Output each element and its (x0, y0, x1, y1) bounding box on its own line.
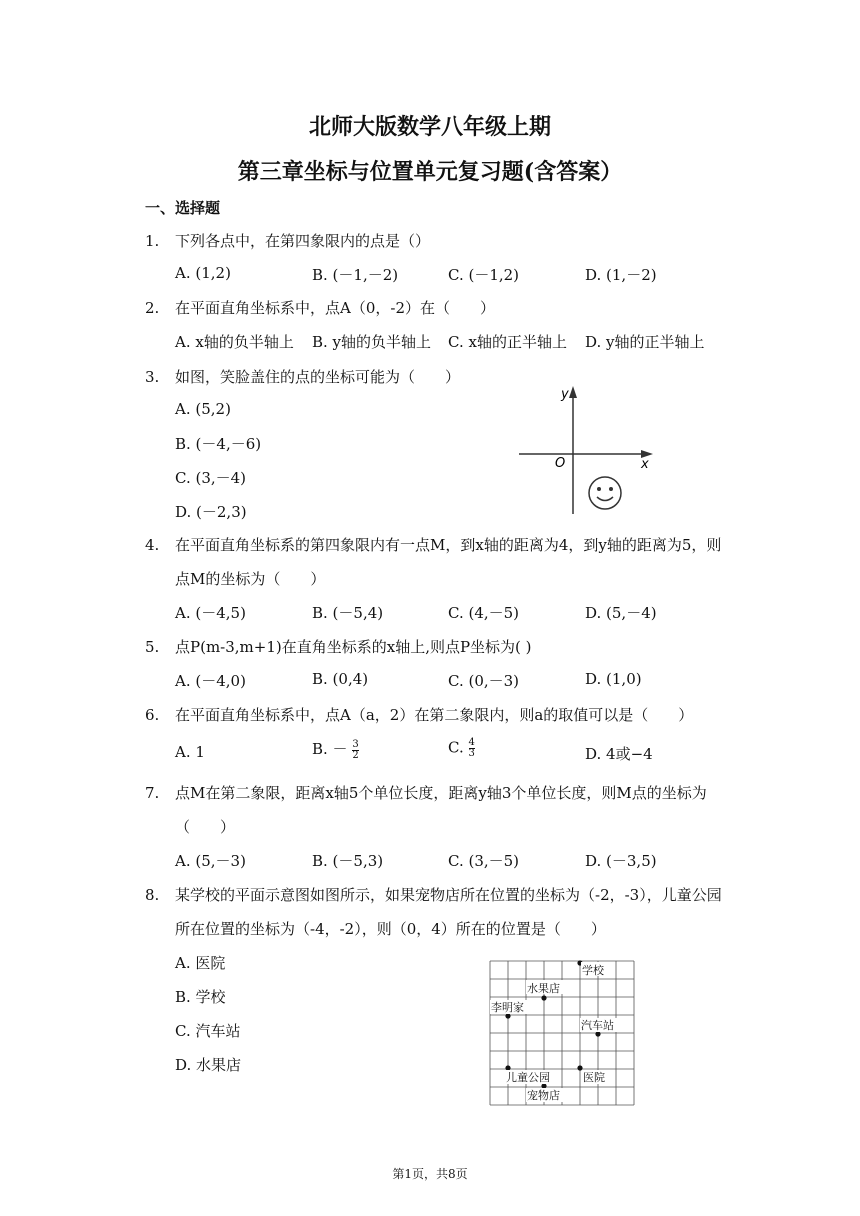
label-school: 学校 (582, 964, 604, 977)
question-number: 5. (145, 638, 160, 656)
option-c[interactable]: C. x轴的正半轴上 (448, 333, 567, 351)
x-axis-label: x (641, 457, 649, 472)
option-d[interactable]: D. 水果店 (175, 1056, 242, 1074)
option-c[interactable]: C. (4,－5) (448, 604, 520, 622)
question-number: 4. (145, 536, 160, 554)
option-a[interactable]: A. (1,2) (175, 264, 231, 282)
option-d[interactable]: D. (－2,3) (175, 503, 247, 521)
option-a[interactable]: A. (－4,5) (175, 604, 246, 622)
option-d[interactable]: D. (1,－2) (585, 266, 657, 284)
point-hospital (577, 1065, 582, 1070)
question-number: 1. (145, 232, 160, 250)
option-c[interactable]: C. (3,－5) (448, 852, 520, 870)
question-number: 7. (145, 784, 160, 802)
option-b[interactable]: B. (－5,4) (312, 604, 384, 622)
label-li-ming-home: 李明家 (491, 1001, 524, 1014)
option-b[interactable]: B. (0,4) (312, 670, 369, 688)
option-c-label: C. (448, 738, 464, 757)
smiley-icon (589, 477, 621, 509)
option-d[interactable]: D. (1,0) (585, 670, 642, 688)
option-a[interactable]: A. (－4,0) (175, 672, 246, 690)
option-c[interactable]: C. (3,－4) (175, 469, 247, 487)
option-b[interactable]: B. (－5,3) (312, 852, 384, 870)
option-d[interactable]: D. (－3,5) (585, 852, 657, 870)
question-number: 6. (145, 706, 160, 724)
origin-label: O (555, 456, 566, 471)
point-fruit-store (541, 995, 546, 1000)
option-b[interactable]: B. (－1,－2) (312, 266, 399, 284)
point-li-ming-home (505, 1013, 510, 1018)
option-b[interactable]: B. y轴的负半轴上 (312, 333, 432, 351)
doc-title: 北师大版数学八年级上期 (308, 114, 551, 140)
question-number: 3. (145, 368, 160, 386)
option-b[interactable] (312, 738, 359, 761)
option-a[interactable]: A. (5,2) (175, 400, 231, 418)
option-d[interactable]: D. y轴的正半轴上 (585, 333, 705, 351)
label-bus-station: 汽车站 (581, 1019, 614, 1032)
option-d[interactable]: D. 4或−4 (585, 745, 653, 763)
y-axis-arrow (569, 386, 577, 398)
point-pet-store (541, 1083, 546, 1088)
option-b-label: B. － (312, 740, 348, 758)
option-a[interactable]: A. x轴的负半轴上 (175, 333, 294, 351)
section-heading: 一、选择题 (145, 199, 221, 217)
axes-figure (515, 382, 665, 522)
question-text: 下列各点中，在第四象限内的点是（） (175, 232, 431, 250)
option-a[interactable]: A. (5,－3) (175, 852, 246, 870)
question-text: 某学校的平面示意图如图所示，如果宠物店所在位置的坐标为（-2，-3），儿童公园所在位置的坐标为（-4，-2），则（0，4）所在的位置是（ ） (175, 886, 722, 938)
option-b[interactable]: B. (－4,－6) (175, 435, 262, 453)
option-d[interactable]: D. (5,－4) (585, 604, 657, 622)
option-c[interactable]: C. 汽车站 (175, 1022, 241, 1040)
label-pet-store: 宠物店 (527, 1089, 560, 1102)
point-bus-station (595, 1031, 600, 1036)
doc-subtitle: 第三章坐标与位置单元复习题(含答案） (237, 159, 623, 185)
fraction-four-thirds: $\frac{4}{3}$ (468, 737, 475, 759)
label-hospital: 医院 (583, 1071, 605, 1084)
option-b[interactable]: B. 学校 (175, 988, 226, 1006)
option-c[interactable]: C. (0,－3) (448, 672, 520, 690)
option-c[interactable]: C. (－1,2) (448, 266, 520, 284)
option-a[interactable]: A. 1 (175, 743, 205, 761)
question-text: 如图，笑脸盖住的点的坐标可能为（ ） (175, 368, 461, 386)
question-text: 点M在第二象限，距离x轴5个单位长度，距离y轴3个单位长度，则M点的坐标为（ ） (175, 784, 707, 836)
label-fruit-store: 水果店 (527, 982, 560, 995)
label-childrens-park: 儿童公园 (506, 1071, 550, 1084)
question-text: 在平面直角坐标系中，点A（0，-2）在（ ） (175, 299, 495, 317)
school-map-figure (489, 960, 635, 1106)
question-number: 2. (145, 299, 160, 317)
page-footer: 第1页，共8页 (392, 1167, 468, 1181)
question-text: 在平面直角坐标系中，点A（a，2）在第二象限内，则a的取值可以是（ ） (175, 706, 694, 724)
question-number: 8. (145, 886, 160, 904)
question-text: 在平面直角坐标系的第四象限内有一点M，到x轴的距离为4，到y轴的距离为5，则点M的坐标为（ ） (175, 536, 722, 588)
question-text: 点P(m-3,m+1)在直角坐标系的x轴上,则点P坐标为( ) (175, 638, 532, 656)
point-childrens-park (505, 1065, 510, 1070)
option-c[interactable] (448, 738, 475, 759)
fraction-three-halves: $\frac{3}{2}$ (352, 738, 359, 761)
option-a[interactable]: A. 医院 (175, 954, 226, 972)
y-axis-label: y (561, 387, 569, 402)
